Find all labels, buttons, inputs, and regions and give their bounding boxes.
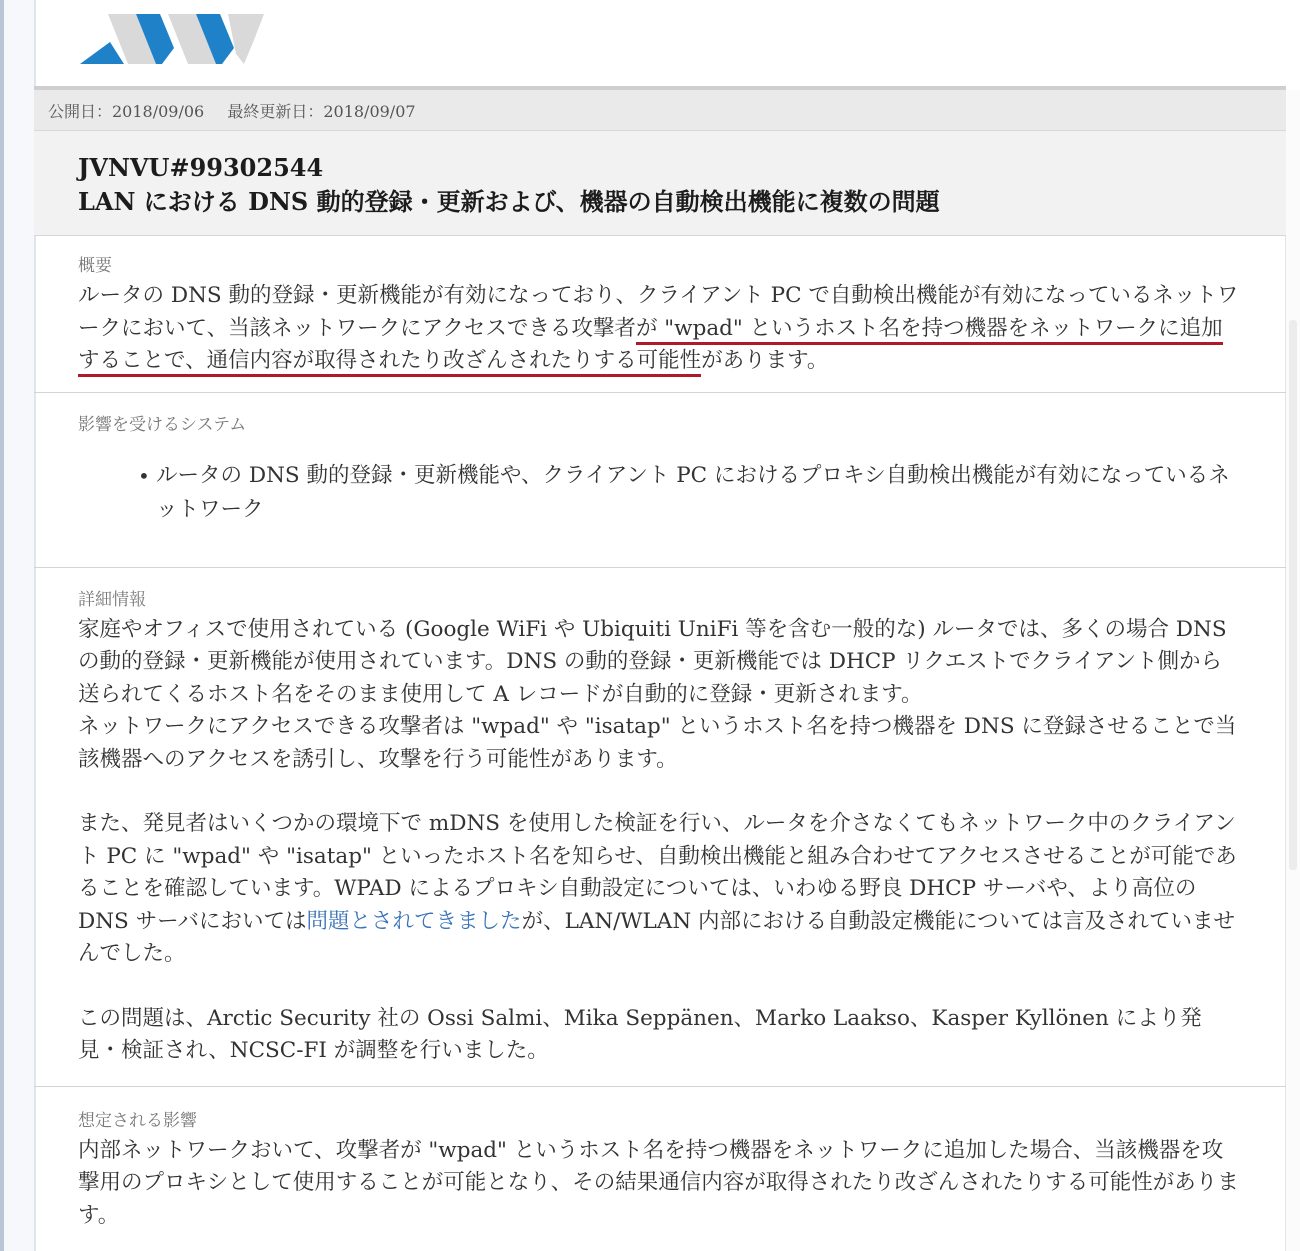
details-p3-part2: が、LAN/WLAN 内部における自動設定機能については言及されていませんでした。 — [78, 908, 1236, 966]
jvn-logo[interactable] — [78, 4, 268, 68]
section-label-affected: 影響を受けるシステム — [78, 414, 247, 435]
updated-date: 最終更新日：2018/09/07 — [227, 102, 416, 121]
published-date: 公開日：2018/09/06 — [48, 102, 205, 121]
advisory-header — [34, 131, 1286, 236]
affected-systems-section — [34, 393, 1286, 568]
section-label-overview: 概要 — [78, 256, 112, 276]
browser-left-rail — [0, 0, 36, 1251]
scrollbar[interactable] — [1285, 90, 1300, 1251]
overview-text — [78, 280, 1242, 378]
overview-text-part2: があります。 — [701, 348, 829, 373]
issue-link[interactable]: 問題とされてきました — [306, 908, 522, 934]
list-item: • ルータの DNS 動的登録・更新機能や、クライアント PC におけるプロキシ自動検出機能が有効になっているネットワーク — [138, 459, 1242, 527]
overview-text-part1: ルータの DNS 動的登録・更新機能が有効になっており、クライアント PC で自動検出機能が有効になっているネットワークにおいて、当該ネットワークにアクセスできる攻撃者 — [78, 283, 1239, 341]
details-paragraph-3 — [78, 808, 1242, 971]
details-paragraph-4: この問題は、Arctic Security 社の Ossi Salmi、Mika Seppänen、Marko Laakso、Kasper Kyllönen により発見・検証され、NCSC-FI が調整を行いました。 — [78, 1005, 1202, 1063]
impact-section — [34, 1087, 1286, 1251]
overview-section — [34, 236, 1286, 393]
impact-text: 内部ネットワークおいて、攻撃者が "wpad" というホスト名を持つ機器をネットワークに追加した場合、当該機器を攻撃用のプロキシとして使用することが可能となり、その結果通信内容が取得されたり改ざんされたりする可能性があります。 — [78, 1137, 1239, 1228]
date-bar — [34, 86, 1286, 131]
jvn-logo-mark — [80, 14, 264, 64]
details-section — [34, 568, 1286, 1087]
section-label-details: 詳細情報 — [78, 589, 146, 610]
affected-list — [138, 459, 1242, 527]
advisory-page — [34, 86, 1286, 1250]
advisory-id: JVNVU#99302544 — [78, 153, 324, 182]
scrollbar-thumb[interactable] — [1289, 320, 1297, 870]
highlighted-text: が "wpad" というホスト名を持つ機器をネットワークに追加することで、通信内容が取得されたり改ざんされたりする可能性 — [78, 316, 1223, 378]
section-label-impact: 想定される影響 — [78, 1110, 197, 1131]
details-paragraph-1: 家庭やオフィスで使用されている (Google WiFi や Ubiquiti UniFi 等を含む一般的な) ルータでは、多くの場合 DNS の動的登録・更新機能が使用されています。DNS の動的登録・更新機能では DHCP リクエストでクライアント側から送られてくるホスト名をそのまま使用して A レコードが自動的に登録・更新されます。 — [78, 616, 1227, 707]
page-title: LAN における DNS 動的登録・更新および、機器の自動検出機能に複数の問題 — [78, 187, 940, 216]
details-paragraph-2: ネットワークにアクセスできる攻撃者は "wpad" や "isatap" というホスト名を持つ機器を DNS に登録させることで当該機器へのアクセスを誘引し、攻撃を行う可能性があります。 — [78, 714, 1237, 772]
details-p3-part1: また、発見者はいくつかの環境下で mDNS を使用した検証を行い、ルータを介さなくてもネットワーク中のクライアント PC に "wpad" や "isatap" といったホスト名を知らせ、自動検出機能と組み合わせてアクセスさせることが可能であることを確認しています。WPAD によるプロキシ自動設定については、いわゆる野良 DHCP サーバや、より高位の DNS サーバにおいては — [78, 811, 1237, 934]
